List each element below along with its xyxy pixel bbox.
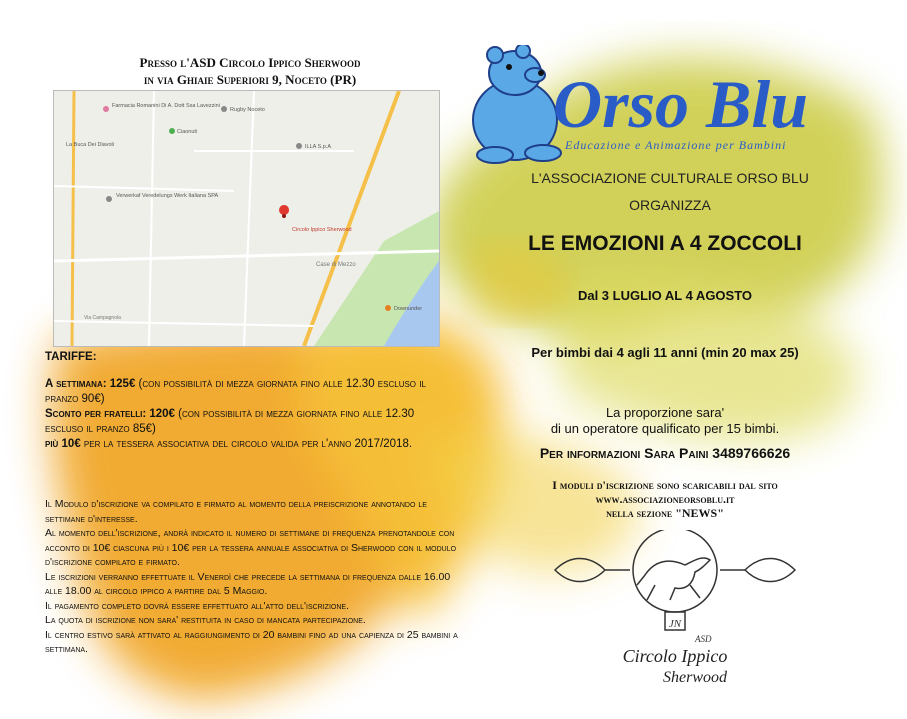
- ratio-line2: di un operatore qualificato per 15 bimbi.: [550, 421, 780, 436]
- association-line: L'ASSOCIAZIONE CULTURALE ORSO BLU: [531, 170, 809, 186]
- pharmacy-marker: [103, 106, 109, 112]
- map-label-ciaonuti: Ciaonuti: [177, 129, 198, 135]
- illa-marker: [296, 143, 302, 149]
- verwerkaf-marker: [106, 196, 112, 202]
- logo-name: Orso Blu: [553, 66, 809, 142]
- tariffe-heading: TARIFFE:: [45, 351, 97, 363]
- tariffe-week-rest: (con possibilità di mezza giornata fino alle 12.30 escluso il pranzo 90€): [45, 378, 426, 405]
- map-label-buca: La Buca Dei Diavoli: [66, 142, 114, 148]
- age-range: Per bimbi dai 4 agli 11 anni (min 20 max 25): [531, 345, 799, 360]
- ratio-line1: La proporzione sara': [605, 405, 725, 420]
- rule-item: La quota di iscrizione non sara' restituita in caso di mancata partecipazione.: [45, 614, 366, 626]
- tariffe-week: [45, 377, 450, 407]
- map-label-circolo: Circolo Ippico Sherwood: [292, 227, 352, 233]
- map-label-verwerkaf: Verwerkaf Veredelungs Werk Italiana SPA: [116, 193, 219, 199]
- organizza-line: ORGANIZZA: [629, 197, 711, 213]
- map-label-farmacia: Farmacia Romanini Di A. Dott Ssa Lavezzini: [112, 103, 220, 109]
- emblem-asd: ASD: [695, 634, 712, 644]
- map-label-rugby: Rugby Noceto: [230, 107, 265, 113]
- tariffe-tessera-rest: per la tessera associativa del circolo valida per l'anno 2017/2018.: [80, 438, 413, 450]
- rule-item: Le iscrizioni verranno effettuate il Venerdì che precede la settimana di frequenza dalle 16.00 alle 18.00 al circolo ippico a partire dal 5 Maggio.: [45, 570, 451, 597]
- tariffe-section: [45, 350, 450, 452]
- map-canvas[interactable]: [54, 91, 439, 346]
- rule-item: Il Modulo d'iscrizione va compilato e firmato al momento della preiscrizione annotando le settimane d'interesse.: [45, 498, 427, 525]
- map-label-campagnola: Via Campagnola: [84, 315, 121, 321]
- event-dates: Dal 3 LUGLIO AL 4 AGOSTO: [577, 288, 753, 303]
- tariffe-tessera: [45, 437, 450, 452]
- download-url[interactable]: www.associazioneorsoblu.it: [595, 492, 735, 506]
- map-label-case: Case di Mezzo: [316, 262, 356, 268]
- ciaonuti-marker: [169, 128, 175, 134]
- emblem-name1: Circolo Ippico: [622, 646, 728, 666]
- tariffe-siblings-rest: (con possibilità di mezza giornata fino alle 12.30 escluso il pranzo 85€): [45, 408, 415, 435]
- ratio-info: [480, 405, 850, 437]
- emblem-initials: JN: [668, 618, 682, 630]
- tariffe-siblings: [45, 407, 450, 437]
- bear-logo-icon: [465, 45, 865, 165]
- emblem-name2: Sherwood: [663, 669, 727, 686]
- map-label-downunder: Downunder: [394, 306, 423, 312]
- rule-item: Il centro estivo sarà attivato al raggiungimento di 20 bambini fino ad una capienza di 25 bambini a settimana.: [45, 628, 458, 655]
- rule-item: Il pagamento completo dovrà essere effettuato all'atto dell'iscrizione.: [45, 599, 349, 612]
- location-map[interactable]: [53, 90, 440, 347]
- event-title: LE EMOZIONI A 4 ZOCCOLI: [528, 232, 802, 255]
- download-line1: I moduli d'iscrizione sono scaricabili dal sito: [552, 478, 778, 492]
- logo-tagline: Educazione e Animazione per Bambini: [565, 138, 787, 152]
- horse-emblem-icon: [545, 530, 805, 690]
- rule-item: Al momento dell'iscrizione, andrà indicato il numero di settimane di frequenza prenotandole con acconto di 10€ ciascuna più i 10€ per la tessera annuale associativa di Sherwood con il modulo d'iscrizione compilato e firmato.: [45, 527, 457, 568]
- tariffe-week-label: A settimana: 125€: [45, 378, 136, 390]
- tariffe-tessera-amount: 10€: [61, 438, 81, 450]
- download-section: nella sezione "NEWS": [606, 506, 724, 520]
- orso-blu-logo: [465, 45, 865, 165]
- rugby-marker: [221, 106, 227, 112]
- download-info: [470, 478, 860, 520]
- venue-address: in via Ghiaie Superiori 9, Noceto (PR): [143, 72, 357, 87]
- venue-name: Presso l'ASD Circolo Ippico Sherwood: [139, 55, 361, 70]
- tariffe-tessera-prefix: più: [45, 438, 62, 450]
- contact-info: Per informazioni Sara Paini 3489766626: [539, 445, 791, 461]
- downunder-marker: [385, 305, 391, 311]
- map-label-illa: ILLA S.p.A: [305, 144, 331, 150]
- venue-header: [120, 54, 380, 88]
- tariffe-siblings-label: Sconto per fratelli: 120€: [45, 408, 175, 420]
- rules-section: [45, 497, 460, 657]
- sherwood-emblem: [545, 530, 805, 690]
